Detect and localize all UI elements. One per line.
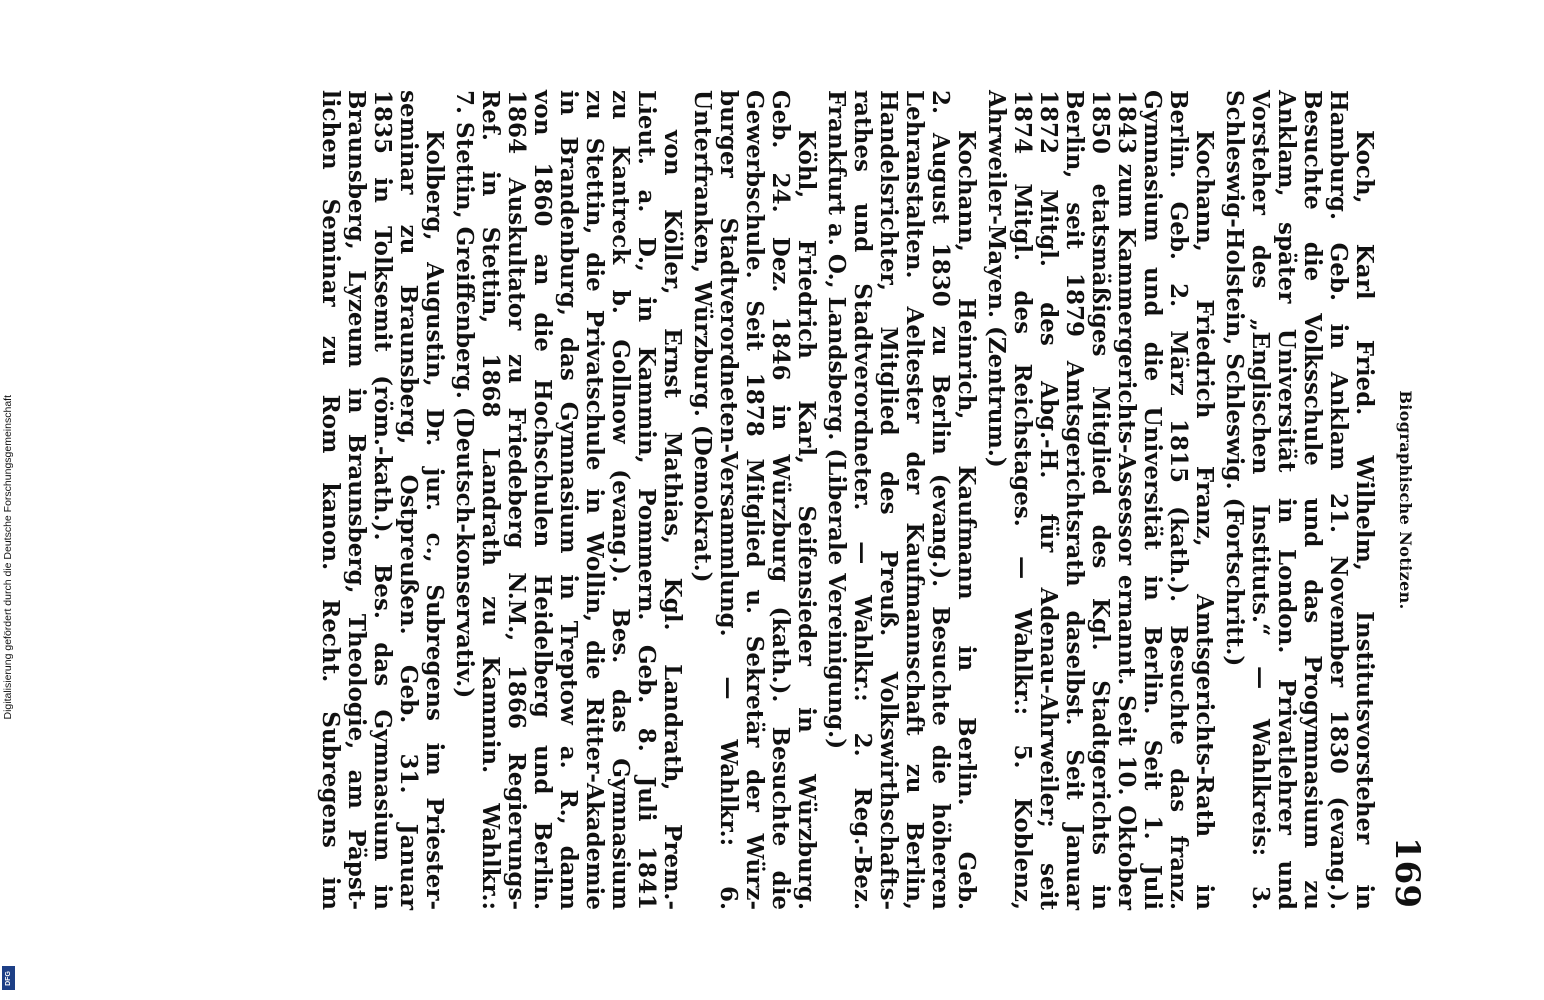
digitization-footer xyxy=(0,0,18,1000)
entry-line: Berlin, seit 1879 Amtsgerichtsrath daselbst. Seit Januar xyxy=(1061,90,1088,910)
page-number: 169 xyxy=(1387,837,1427,908)
running-head xyxy=(1379,90,1427,910)
entry-line: Berlin. Geb. 2. März 1815 (kath.). Besuchte das franz. xyxy=(1165,90,1192,910)
entry-line: lichen Seminar zu Rom kanon. Recht. Subregens im xyxy=(317,90,344,910)
entry-line: seminar zu Braunsberg, Ostpreußen. Geb. 31. Januar xyxy=(395,90,422,910)
entry-line: burger Stadtverordneten-Versammlung. — Wahlkr.: 6. xyxy=(715,90,742,910)
entry-line: 7. Stettin, Greiffenberg. (Deutsch-konservativ.) xyxy=(451,90,478,699)
entry-koehl xyxy=(689,90,819,910)
entry-line: Frankfurt a. O., Landsberg. (Liberale Vereinigung.) xyxy=(823,90,850,750)
digitization-credit: Digitalisierung gefördert durch die Deutsche Forschungsgemeinschaft xyxy=(2,395,14,720)
entry-line: Kochann, Heinrich, Kaufmann in Berlin. Geb. xyxy=(953,130,980,910)
entry-kolberg xyxy=(317,90,447,910)
entry-von-koeller xyxy=(451,90,685,910)
entry-line: in Brandenburg, das Gymnasium in Treptow a. R., dann xyxy=(555,90,582,910)
entry-line: Vorsteher des „Englischen Instituts.“ — Wahlkreis: 3. xyxy=(1247,90,1274,910)
entry-line: rathes und Stadtverordneter. — Wahlkr.: 2. Reg.-Bez. xyxy=(849,90,876,910)
entry-line: Kochann, Friedrich Franz, Amtsgerichts-Rath in xyxy=(1191,130,1218,910)
dfg-logo: DFG xyxy=(2,966,15,990)
entry-line: 1874 Mitgl. des Reichstages. — Wahlkr.: 5. Koblenz, xyxy=(1009,90,1036,910)
entry-kochann-heinrich xyxy=(823,90,979,910)
entry-line: Köhl, Friedrich Karl, Seifensieder in Würzburg. xyxy=(793,130,820,910)
entry-kochann-friedrich xyxy=(983,90,1217,910)
entry-line: Ahrweiler-Mayen. (Zentrum.) xyxy=(983,90,1010,468)
entry-line: Geb. 24. Dez. 1846 in Würzburg (kath.). Besuchte die xyxy=(767,90,794,910)
entry-line: 1835 in Tolksemit (röm.-kath.). Bes. das Gymnasium in xyxy=(369,90,396,910)
entry-line: 1864 Auskultator zu Friedeberg N.M., 1866 Regierungs- xyxy=(503,90,530,910)
entry-line: Lehranstalten. Aeltester der Kaufmannschaft zu Berlin, xyxy=(901,90,928,910)
entry-line: 1843 zum Kammergerichts-Assessor ernannt. Seit 10. Oktober xyxy=(1113,90,1140,910)
entry-line: 1850 etatsmäßiges Mitglied des Kgl. Stadtgerichts in xyxy=(1087,90,1114,910)
entry-line: Hamburg. Geb. in Anklam 21. November 1830 (evang.). xyxy=(1325,90,1352,910)
entry-line: 2. August 1830 zu Berlin (evang.). Besuchte die höheren xyxy=(927,90,954,910)
entry-line: Koch, Karl Fried. Wilhelm, Institutsvorsteher in xyxy=(1351,130,1378,910)
biographical-entries xyxy=(317,90,1377,910)
entry-line: von Köller, Ernst Mathias, Kgl. Landrath, Prem.- xyxy=(659,130,686,910)
entry-line: Kolberg, Augustin, Dr. jur. c., Subregens im Priester- xyxy=(421,130,448,910)
book-page xyxy=(117,90,1427,910)
entry-line: Braunsberg, Lyzeum in Braunsberg, Theologie, am Päpst- xyxy=(343,90,370,910)
entry-line: zu Kantreck b. Gollnow (evang.). Bes. das Gymnasium xyxy=(607,90,634,910)
entry-line: Anklam, später Universität in London. Privatlehrer und xyxy=(1273,90,1300,910)
entry-line: Besuchte die Volksschule und das Progymnasium zu xyxy=(1299,90,1326,910)
entry-line: 1872 Mitgl. des Abg.-H. für Adenau-Ahrweiler; seit xyxy=(1035,90,1062,910)
entry-line: Gewerbschule. Seit 1878 Mitglied u. Sekretär der Würz- xyxy=(741,90,768,910)
entry-line: Handelsrichter, Mitglied des Preuß. Volkswirthschafts- xyxy=(875,90,902,910)
entry-line: Unterfranken, Würzburg. (Demokrat.) xyxy=(689,90,716,583)
entry-koch xyxy=(1221,90,1377,910)
entry-line: zu Stettin, die Privatschule in Wollin, die Ritter-Akademie xyxy=(581,90,608,910)
entry-line: Schleswig-Holstein, Schleswig. (Fortschritt.) xyxy=(1221,90,1248,667)
entry-line: von 1860 an die Hochschulen Heidelberg und Berlin. xyxy=(529,90,556,910)
entry-line: Lieut. a. D., in Kammin, Pommern. Geb. 8. Juli 1841 xyxy=(633,90,660,910)
entry-line: Ref. in Stettin, 1868 Landrath zu Kammin. Wahlkr.: xyxy=(477,90,504,910)
running-title: Biographische Notizen. xyxy=(1396,390,1415,610)
entry-line: Gymnasium und die Universität in Berlin. Seit 1. Juli xyxy=(1139,90,1166,910)
